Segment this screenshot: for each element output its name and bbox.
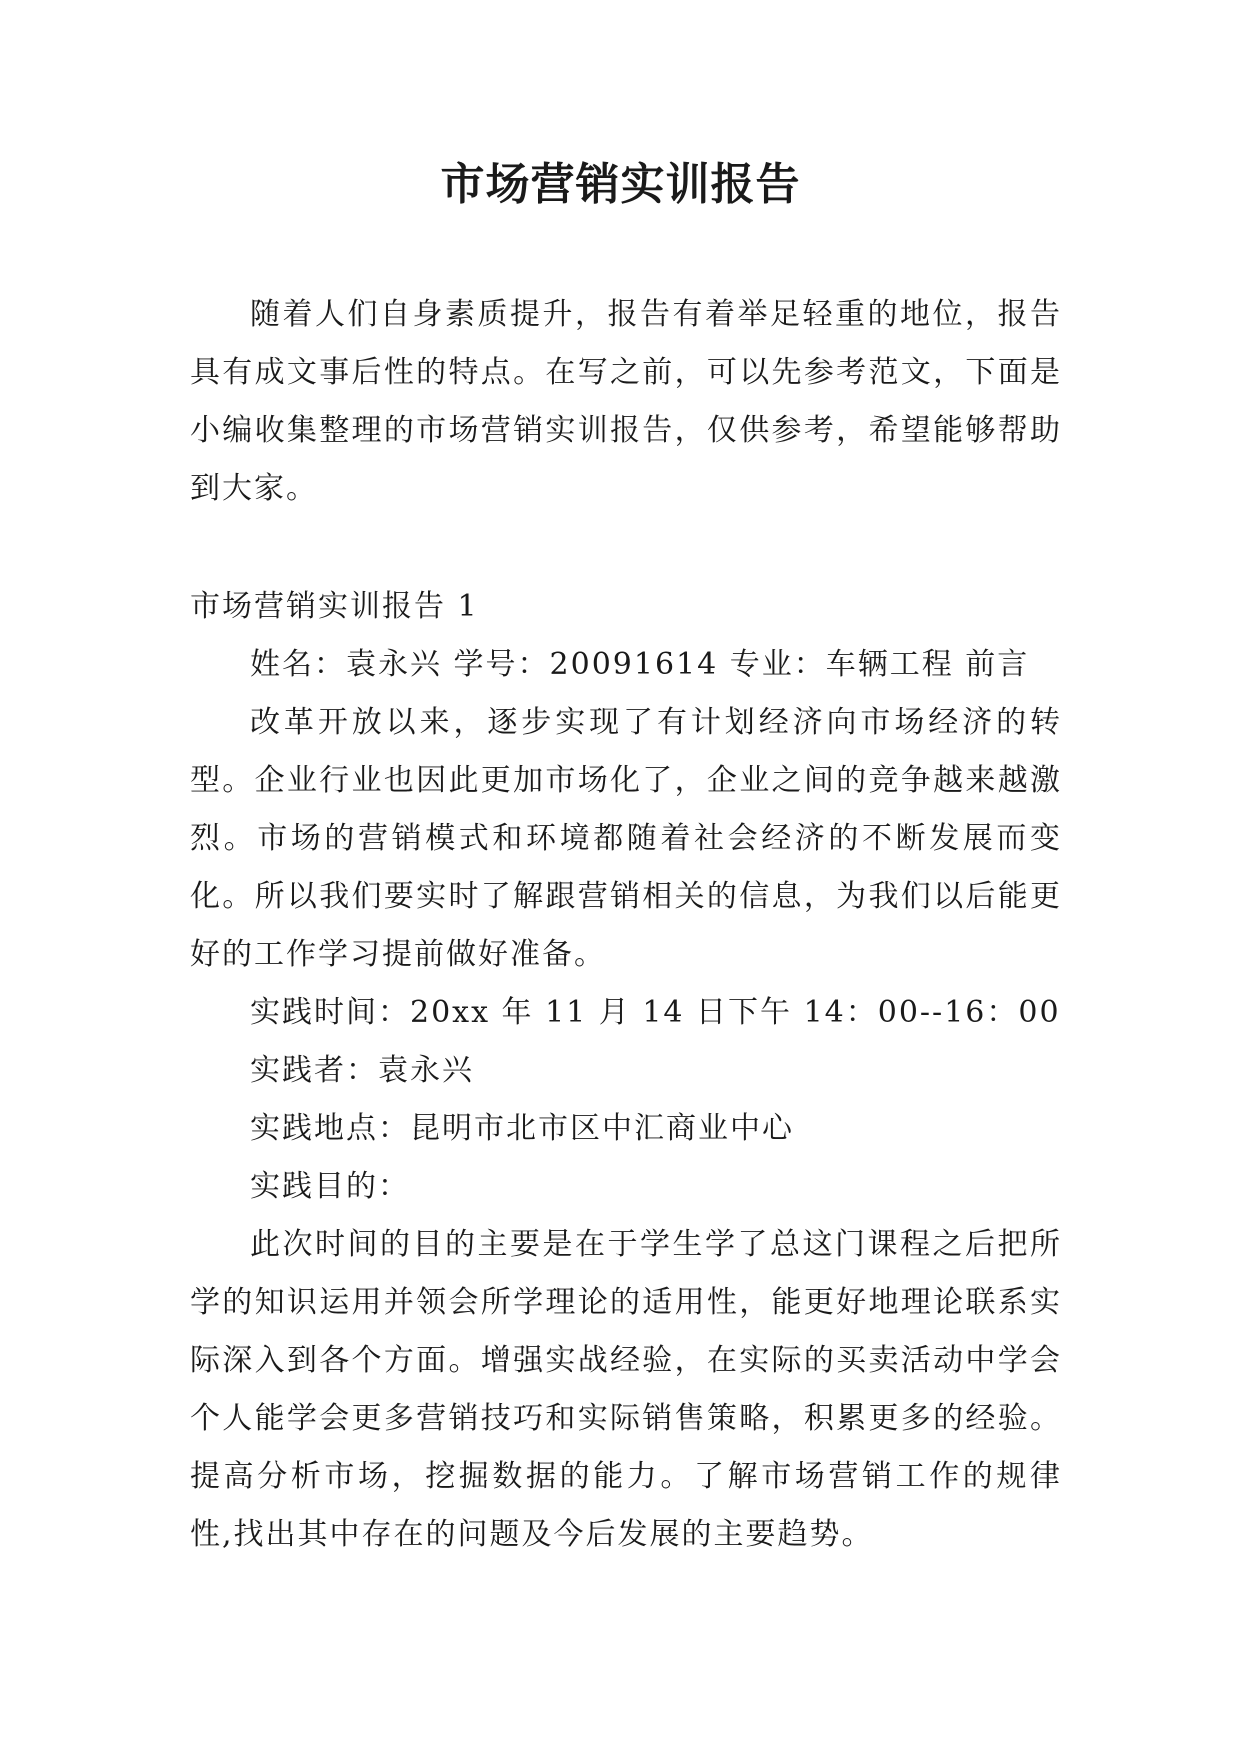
practice-location-paragraph: 实践地点：昆明市北市区中汇商业中心 <box>250 1111 794 1146</box>
practice-time-paragraph: 实践时间：20xx 年 11 月 14 日下午 14：00--16：00 <box>250 995 1061 1030</box>
document-title: 市场营销实训报告 <box>440 159 801 210</box>
preface-paragraph: 改革开放以来，逐步实现了有计划经济向市场经济的转型。企业行业也因此更加市场化了，企业之间的竞争越来越激烈。市场的营销模式和环境都随着社会经济的不断发展而变化。所以我们要实时了解跟营销相关的信息，为我们以后能更好的工作学习提前做好准备。 <box>190 705 1062 972</box>
practice-purpose-heading: 实践目的： <box>250 1169 410 1204</box>
practitioner-paragraph: 实践者：袁永兴 <box>250 1053 474 1088</box>
section-1 <box>190 578 1062 1564</box>
intro-paragraph: 随着人们自身素质提升，报告有着举足轻重的地位，报告具有成文事后性的特点。在写之前，可以先参考范文，下面是小编收集整理的市场营销实训报告，仅供参考，希望能够帮助到大家。 <box>190 297 1062 506</box>
intro-block <box>190 286 1062 518</box>
student-info-paragraph: 姓名：袁永兴 学号：20091614 专业：车辆工程 前言 <box>250 647 1030 682</box>
section-heading: 市场营销实训报告 1 <box>190 589 479 624</box>
practice-purpose-paragraph: 此次时间的目的主要是在于学生学了总这门课程之后把所学的知识运用并领会所学理论的适用性，能更好地理论联系实际深入到各个方面。增强实战经验，在实际的买卖活动中学会个人能学会更多营销技巧和实际销售策略，积累更多的经验。提高分析市场，挖掘数据的能力。了解市场营销工作的规律性,找出其中存在的问题及今后发展的主要趋势。 <box>190 1227 1062 1552</box>
